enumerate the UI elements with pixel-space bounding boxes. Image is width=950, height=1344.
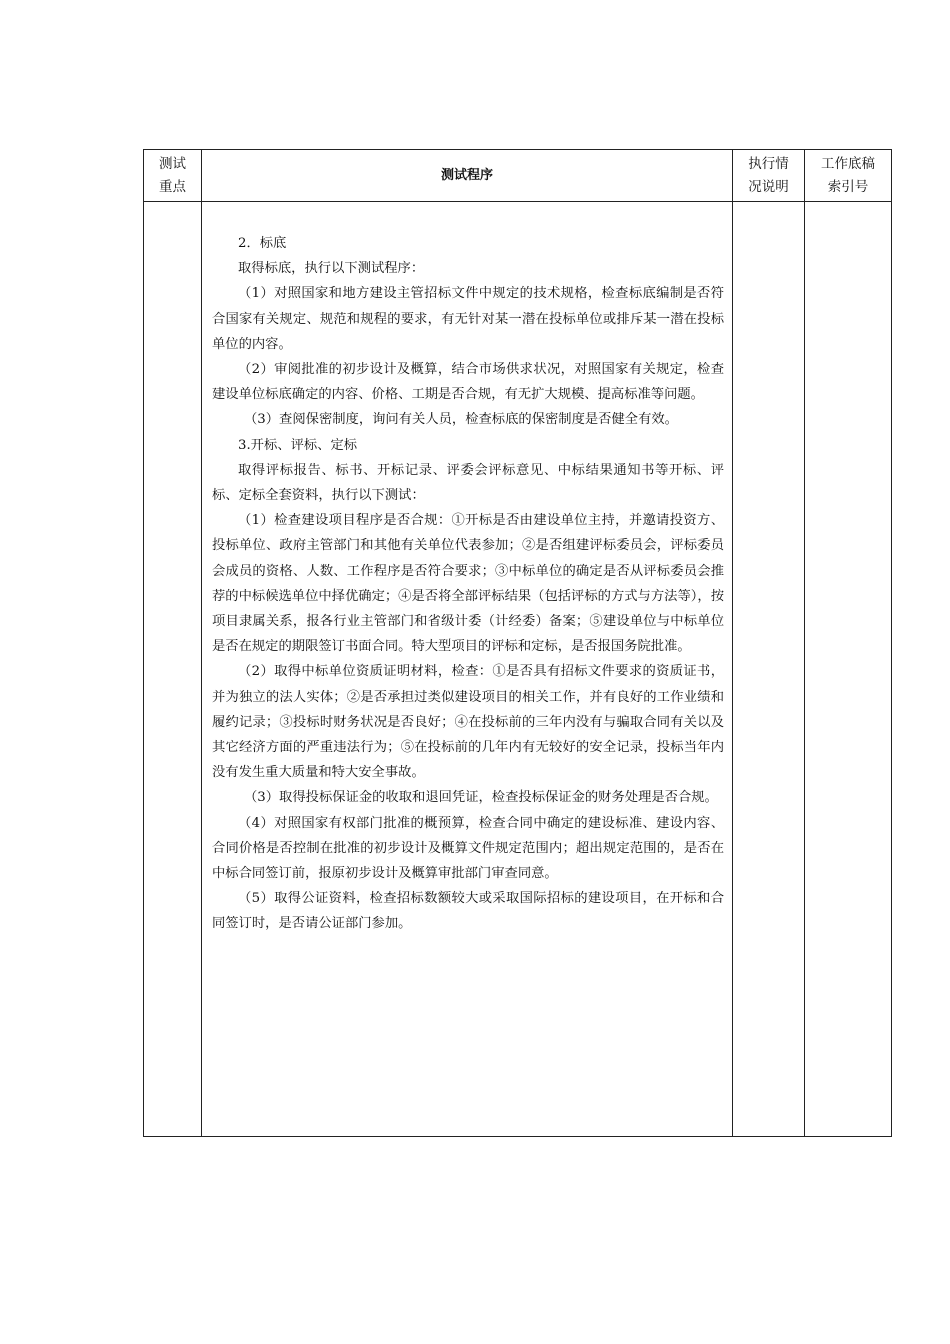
procedure-text [202,202,732,937]
procedure-paragraph: 取得评标报告、标书、开标记录、评委会评标意见、中标结果通知书等开标、评标、定标全套资料，执行以下测试： [212,462,724,504]
procedure-paragraph: （3）查阅保密制度，询问有关人员，检查标底的保密制度是否健全有效。 [244,412,678,428]
header-row [144,150,892,202]
body-row [144,202,892,1137]
procedure-paragraph: （1）检查建设项目程序是否合规：①开标是否由建设单位主持，并邀请投资方、投标单位、政府主管部门和其他有关单位代表参加；②是否组建评标委员会，评标委员会成员的资格、人数、工作程序是否符合要求；③中标单位的确定是否从评标委员会推荐的中标候选单位中择优确定；④是否将全部评标结果（包括评标的方式与方法等），按项目隶属关系，报各行业主管部门和省级计委（计经委）备案；⑤建设单位与中标单位是否在规定的期限签订书面合同。特大型项目的评标和定标，是否报国务院批准。 [212,513,724,655]
test-procedure-cell [202,202,733,1137]
procedure-paragraph: （2）审阅批准的初步设计及概算，结合市场供求状况，对照国家有关规定，检查建设单位标底确定的内容、价格、工期是否合规，有无扩大规模、提高标准等问题。 [212,362,724,403]
procedure-paragraph: （4）对照国家有权部门批准的概预算，检查合同中确定的建设标准、建设内容、合同价格是否控制在批准的初步设计及概算文件规定范围内；超出规定范围的，是否在中标合同签订前，报原初步设计及概算审批部门审查同意。 [212,815,724,882]
header-execution-notes: 执行情 况说明 [733,150,805,202]
workpaper-index-cell [805,202,892,1137]
procedure-paragraph: （1）对照国家和地方建设主管招标文件中规定的技术规格，检查标底编制是否符合国家有关规定、规范和规程的要求，有无针对某一潜在投标单位或排斥某一潜在投标单位的内容。 [212,286,724,352]
header-test-focus: 测试 重点 [144,150,202,202]
procedure-paragraph: 取得标底，执行以下测试程序： [238,261,425,277]
audit-procedure-table [143,149,892,1137]
header-test-procedure: 测试程序 [202,150,733,202]
procedure-paragraph: （3）取得投标保证金的收取和退回凭证，检查投标保证金的财务处理是否合规。 [244,790,718,806]
procedure-paragraph: （2）取得中标单位资质证明材料，检查：①是否具有招标文件要求的资质证书，并为独立的法人实体；②是否承担过类似建设项目的相关工作，并有良好的工作业绩和履约记录；③投标时财务状况是否良好；④在投标前的三年内没有与骗取合同有关以及其它经济方面的严重违法行为；⑤在投标前的几年内有无较好的安全记录，投标当年内没有发生重大质量和特大安全事故。 [212,664,724,781]
procedure-paragraph: 3.开标、评标、定标 [238,437,358,453]
procedure-paragraph: （5）取得公证资料，检查招标数额较大或采取国际招标的建设项目，在开标和合同签订时，是否请公证部门参加。 [212,891,724,932]
execution-notes-cell [733,202,805,1137]
procedure-paragraph: 2．标底 [238,236,287,251]
test-focus-cell [144,202,202,1137]
header-workpaper-index: 工作底稿 索引号 [805,150,892,202]
